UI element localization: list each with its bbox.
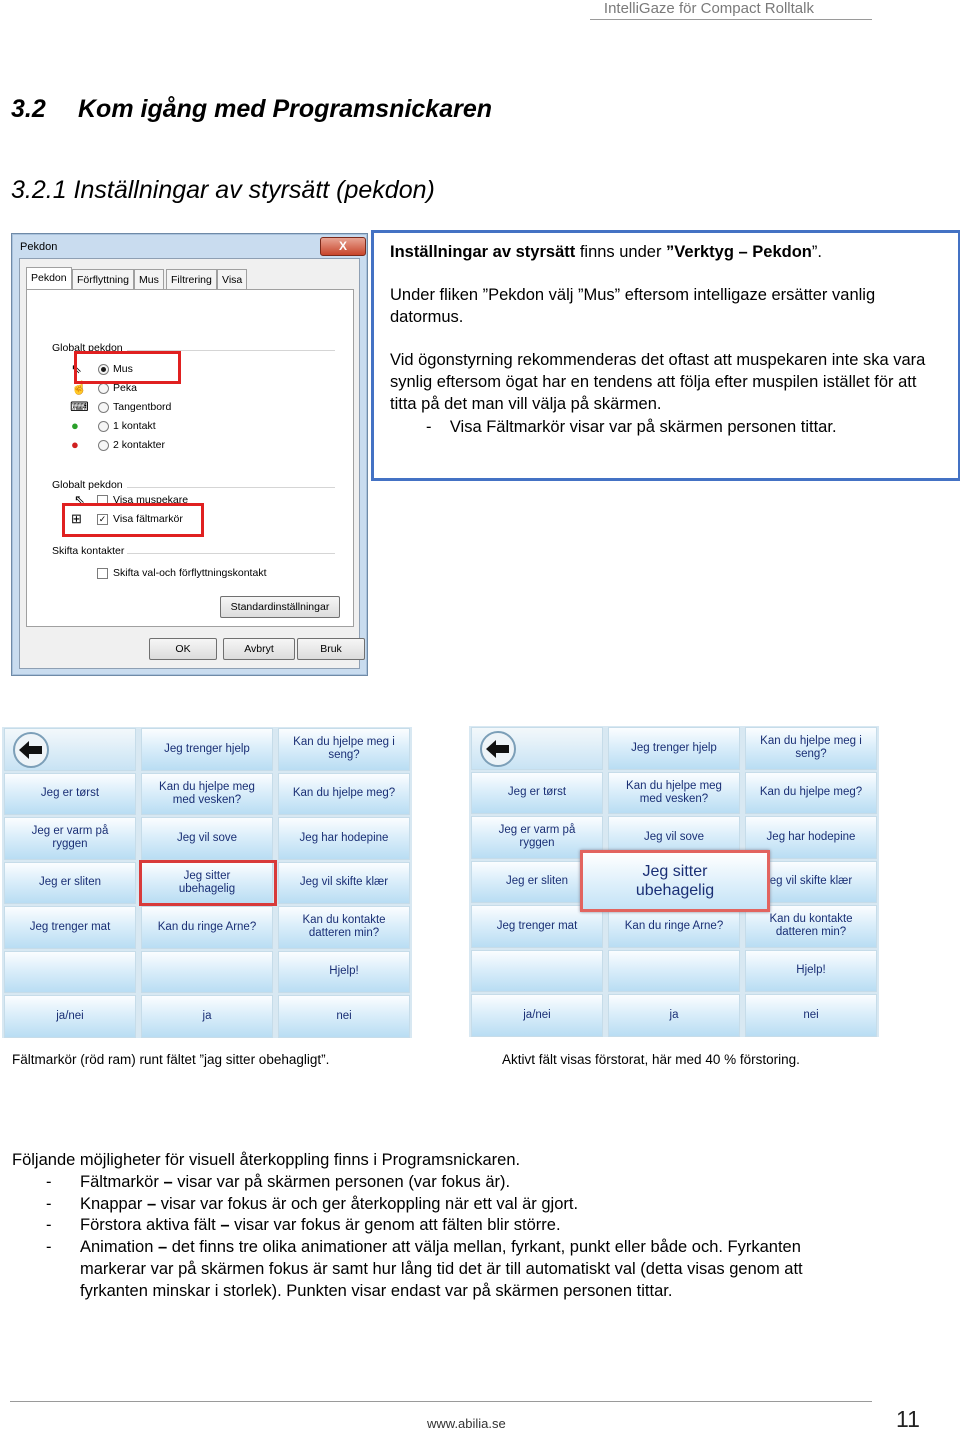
item-term: Knappar — [80, 1194, 143, 1213]
radio-2-kontakter[interactable] — [98, 440, 109, 451]
note-bullet — [426, 416, 837, 438]
grid-icon: ⊞ — [71, 511, 82, 526]
phrase-cell[interactable]: Hjelp! — [745, 950, 877, 993]
phrase-cell[interactable]: ja — [141, 995, 273, 1038]
phrase-cell[interactable]: Jeg har hodepine — [278, 817, 410, 860]
phrase-grid-left — [2, 727, 412, 1038]
option-visa-muspekare-label: Visa muspekare — [113, 494, 189, 506]
note-para-2: Under fliken ”Pekdon välj ”Mus” eftersom intelligaze ersätter vanlig datormus. — [390, 286, 876, 326]
cancel-button[interactable]: Avbryt — [223, 638, 295, 660]
ok-button[interactable]: OK — [149, 638, 217, 660]
option-tangentbord-label: Tangentbord — [113, 401, 172, 413]
group-divider — [127, 553, 335, 554]
list-item: - Fältmarkör – visar var på skärmen personen (var fokus är). — [46, 1172, 511, 1191]
keyboard-icon: ⌨ — [70, 399, 89, 414]
note-box — [371, 230, 960, 481]
note-bold-2: ”Verktyg – Pekdon — [666, 243, 812, 261]
tab-forflyttning[interactable]: Förflyttning — [72, 269, 134, 290]
radio-tangentbord[interactable] — [98, 402, 109, 413]
apply-button[interactable]: Bruk — [297, 638, 365, 660]
item-dash: – — [220, 1216, 230, 1235]
phrase-cell[interactable]: Kan du hjelpe meg i seng? — [278, 728, 410, 771]
item-dash: – — [163, 1172, 173, 1191]
phrase-cell[interactable]: Jeg er varm på ryggen — [471, 816, 603, 859]
item-text: visar var fokus är genom att fälten blir större. — [229, 1216, 561, 1235]
phrase-grid-right — [469, 726, 879, 1037]
phrase-cell[interactable]: Kan du kontakte datteren min? — [278, 906, 410, 949]
phrase-cell[interactable]: Jeg har hodepine — [745, 816, 877, 859]
section-title: Kom igång med Programsnickaren — [78, 95, 493, 123]
option-1-kontakt-label: 1 kontakt — [113, 420, 156, 432]
tab-pekdon[interactable]: Pekdon — [26, 267, 72, 291]
item-text: visar var på skärmen personen (var fokus är). — [172, 1172, 511, 1191]
note-bullet-dash: - — [426, 418, 432, 436]
phrase-cell[interactable]: Kan du hjelpe meg? — [745, 772, 877, 815]
group-label-globalt-pekdon: Globalt pekdon — [52, 342, 123, 354]
phrase-cell[interactable]: eg vil skifte klær — [745, 861, 877, 904]
footer-rule — [10, 1401, 872, 1402]
pekdon-dialog — [11, 233, 368, 676]
close-button[interactable]: X — [320, 237, 366, 256]
phrase-cell[interactable] — [608, 950, 740, 993]
item-text: det finns tre olika animationer att välja mellan, fyrkant, punkt eller både och. Fyrkanten markerar var på skärmen fokus är samt hur lång tid det är till automatiskt val (detta visas genom att fyrkanten minskar i storlek). Punkten visar endast var på skärmen personen tittar. — [80, 1238, 803, 1300]
enlarged-phrase-cell[interactable]: Jeg sitter ubehagelig — [580, 850, 770, 912]
checkbox-skifta[interactable] — [97, 568, 108, 579]
option-2-kontakter-label: 2 kontakter — [113, 439, 165, 451]
group-label-visa: Globalt pekdon — [52, 479, 123, 491]
switches-icon: ● — [71, 437, 79, 452]
default-settings-button[interactable]: Standardinställningar — [220, 596, 340, 618]
radio-peka[interactable] — [98, 383, 109, 394]
phrase-cell[interactable]: Kan du ringe Arne? — [608, 905, 740, 948]
item-dash: – — [146, 1194, 157, 1213]
phrase-cell[interactable]: Jeg vil sove — [608, 816, 740, 859]
phrase-cell[interactable]: Kan du kontakte datteren min? — [745, 905, 877, 948]
phrase-cell[interactable]: Jeg trenger mat — [4, 906, 136, 949]
item-term: Förstora aktiva fält — [80, 1216, 216, 1235]
note-bold-1: Inställningar av styrsätt — [390, 243, 576, 261]
list-item: - Knappar – visar var fokus är och ger återkoppling när ett val är gjort. — [46, 1194, 579, 1213]
item-dash: – — [157, 1238, 168, 1257]
note-text-2: ”. — [811, 243, 822, 261]
red-highlight-faltmarkor — [62, 503, 204, 537]
pointer-icon: ⇖ — [74, 492, 85, 507]
checkbox-visa-faltmarkor[interactable]: ✓ — [98, 514, 107, 524]
list-item: - Animation – det finns tre olika animationer att välja mellan, fyrkant, punkt eller både och. Fyrkanten markerar var på skärmen fokus är samt hur lång tid det är till automatiskt val (detta visas genom att fyrkanten minskar i storlek). Punkten visar endast var på skärmen personen tittar. — [46, 1238, 803, 1300]
hand-icon: ☝ — [71, 380, 88, 395]
option-mus-label: Mus — [113, 363, 133, 375]
phrase-cell[interactable]: nei — [278, 995, 410, 1038]
back-button[interactable] — [4, 728, 136, 771]
phrase-cell[interactable]: ja — [608, 994, 740, 1037]
item-term: Fältmarkör — [80, 1172, 159, 1191]
phrase-cell[interactable]: Jeg er sliten — [4, 862, 136, 905]
phrase-cell[interactable]: Jeg sitter ubehagelig — [141, 862, 273, 905]
phrase-cell[interactable]: nei — [745, 994, 877, 1037]
option-visa-faltmarkor-label: Visa fältmarkör — [113, 513, 183, 525]
phrase-cell[interactable]: Jeg vil skifte klær — [278, 862, 410, 905]
note-bullet-term: Visa Fältmarkör — [449, 418, 566, 436]
note-text-1: finns under — [575, 243, 667, 261]
group-label-skifta: Skifta kontakter — [52, 545, 125, 557]
section-heading — [11, 95, 492, 124]
phrase-cell[interactable]: Hjelp! — [278, 951, 410, 994]
phrase-cell[interactable]: Jeg er sliten — [471, 861, 603, 904]
red-highlight-mus — [74, 351, 181, 384]
tab-mus[interactable]: Mus — [134, 269, 164, 290]
phrase-cell[interactable]: Jeg trenger hjelp — [608, 727, 740, 770]
phrase-cell[interactable]: Kan du hjelpe meg med vesken? — [141, 773, 273, 816]
back-arrow-icon — [474, 729, 524, 769]
section-number: 3.2 — [11, 95, 46, 123]
dialog-body — [19, 258, 360, 669]
phrase-cell[interactable]: Jeg er varm på ryggen — [4, 817, 136, 860]
header-rule — [590, 19, 872, 20]
phrase-cell[interactable]: ja/nei — [471, 994, 603, 1037]
dialog-title: Pekdon — [20, 241, 58, 253]
subsection-heading: 3.2.1 Inställningar av styrsätt (pekdon) — [11, 176, 435, 204]
phrase-cell[interactable]: Kan du hjelpe meg med vesken? — [608, 772, 740, 815]
tab-panel — [26, 289, 354, 627]
focus-marker — [139, 860, 277, 907]
option-peka-label: Peka — [113, 382, 137, 394]
back-arrow-icon — [7, 730, 57, 770]
body-text — [12, 1150, 870, 1303]
radio-1-kontakt[interactable] — [98, 421, 109, 432]
item-text: visar var fokus är och ger återkoppling när ett val är gjort. — [156, 1194, 579, 1213]
tab-visa[interactable]: Visa — [217, 269, 247, 290]
phrase-cell[interactable] — [471, 950, 603, 993]
running-header: IntelliGaze för Compact Rolltalk — [603, 0, 814, 17]
switch-icon: ● — [71, 418, 79, 433]
note-para-3: Vid ögonstyrning rekommenderas det oftast att muspekaren inte ska vara synlig eftersom ögat har en tendens att följa efter muspilen istället för att titta på det man vill välja på skärmen. — [390, 351, 926, 413]
phrase-cell[interactable]: Jeg er tørst — [471, 772, 603, 815]
phrase-cell[interactable]: Kan du hjelpe meg i seng? — [745, 727, 877, 770]
phrase-cell[interactable]: Jeg vil sove — [141, 817, 273, 860]
footer-url: www.abilia.se — [427, 1416, 506, 1431]
list-item: - Förstora aktiva fält – visar var fokus är genom att fälten blir större. — [46, 1216, 561, 1235]
phrase-cell[interactable]: Jeg trenger mat — [471, 905, 603, 948]
page-number: 11 — [896, 1406, 920, 1432]
note-bullet-text: visar var på skärmen personen tittar. — [565, 418, 837, 436]
option-skifta-label: Skifta val-och förflyttningskontakt — [113, 567, 267, 579]
phrase-cell[interactable]: Kan du hjelpe meg? — [278, 773, 410, 816]
phrase-cell[interactable]: Jeg er tørst — [4, 773, 136, 816]
phrase-cell[interactable]: Jeg trenger hjelp — [141, 728, 273, 771]
note-line-1 — [390, 241, 822, 263]
tab-filtrering[interactable]: Filtrering — [166, 269, 217, 290]
item-term: Animation — [80, 1238, 154, 1257]
caption-left: Fältmarkör (röd ram) runt fältet ”jag sitter obehagligt”. — [12, 1052, 330, 1067]
group-divider — [127, 487, 335, 488]
phrase-cell[interactable] — [141, 951, 273, 994]
phrase-cell[interactable] — [4, 951, 136, 994]
caption-right: Aktivt fält visas förstorat, här med 40 % förstoring. — [502, 1052, 800, 1067]
mouse-icon: ⇖ — [71, 361, 82, 376]
phrase-cell[interactable]: ja/nei — [4, 995, 136, 1038]
back-button[interactable] — [471, 727, 603, 770]
phrase-cell[interactable]: Kan du ringe Arne? — [141, 906, 273, 949]
body-intro: Följande möjligheter för visuell återkoppling finns i Programsnickaren. — [12, 1151, 521, 1169]
